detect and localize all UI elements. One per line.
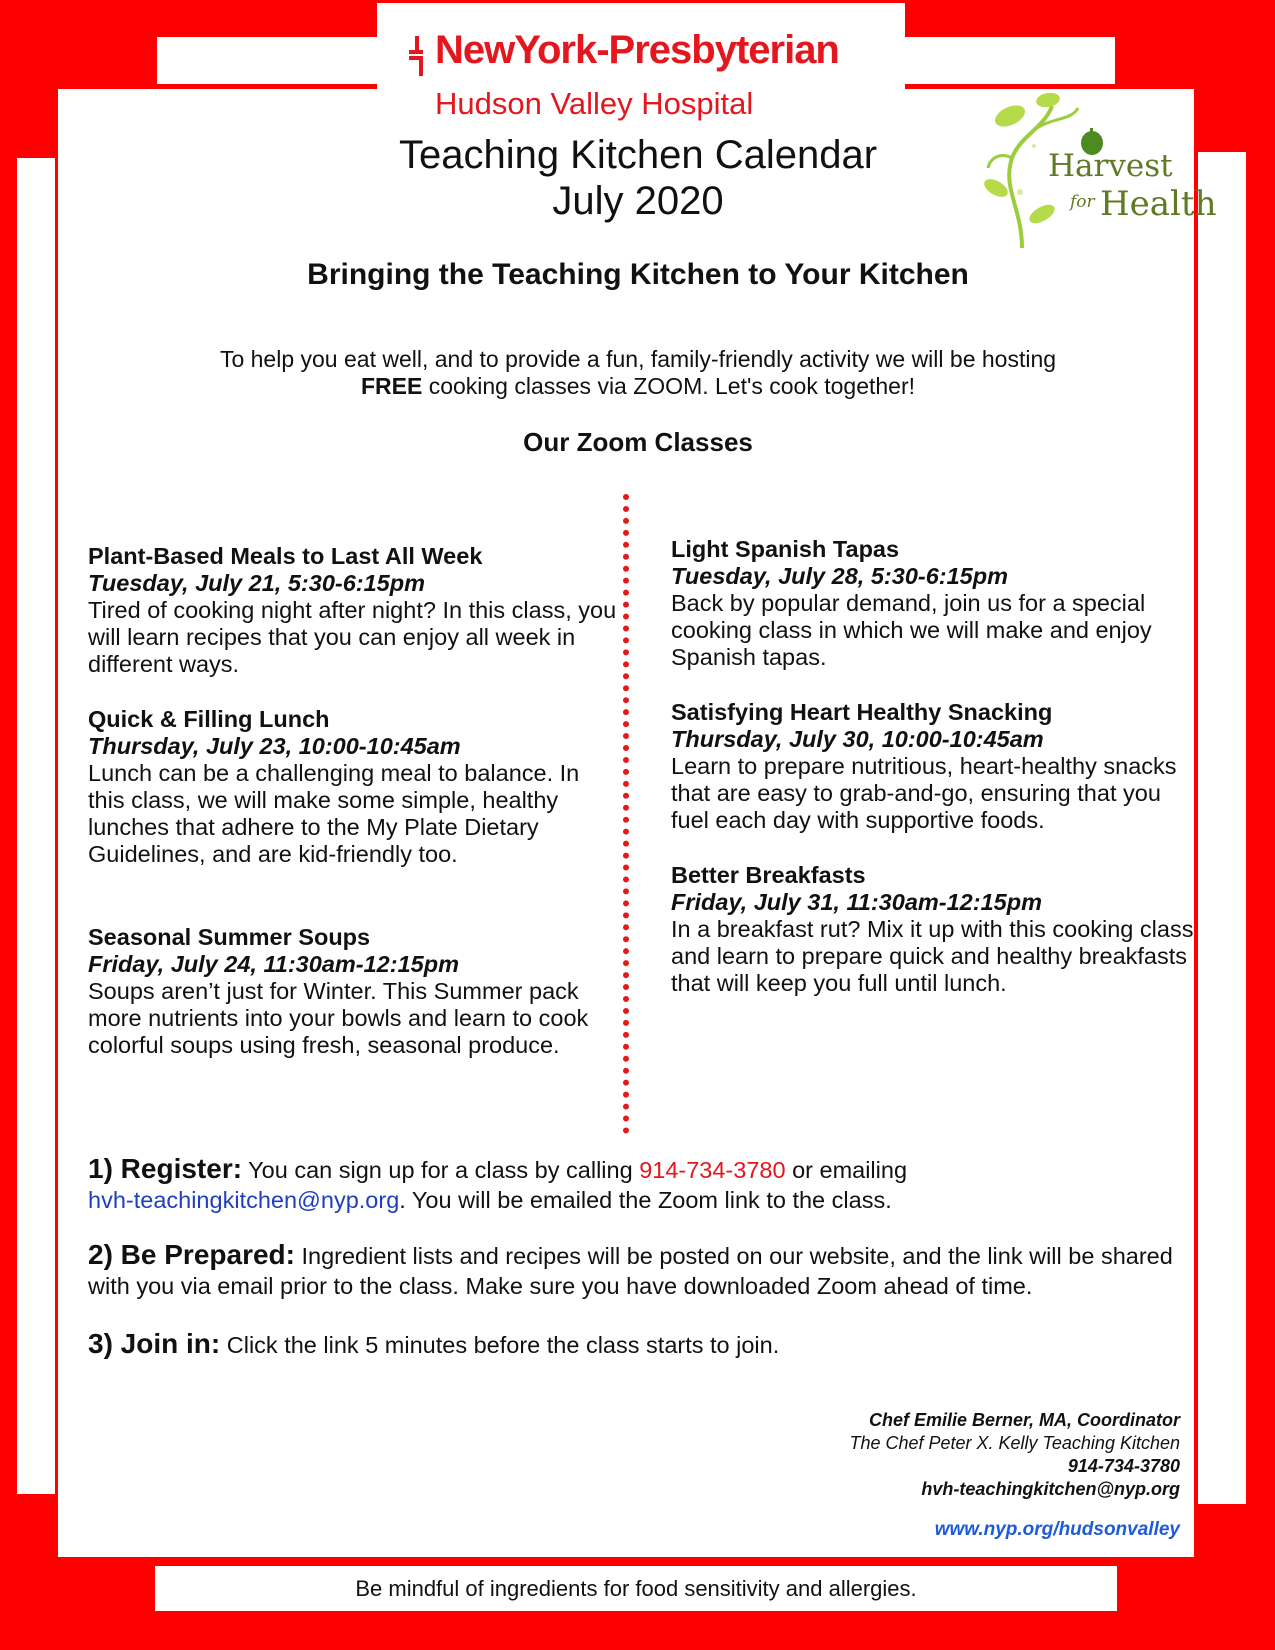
register-label: 1) Register: xyxy=(88,1153,243,1184)
intro-line-2-text: cooking classes via ZOOM. Let's cook together! xyxy=(422,373,916,399)
class-date: Tuesday, July 28, 5:30-6:15pm xyxy=(671,563,1008,589)
subtitle: Bringing the Teaching Kitchen to Your Kitchen xyxy=(307,258,969,291)
class-title: Light Spanish Tapas xyxy=(671,536,900,562)
org-name: NewYork-Presbyterian xyxy=(435,28,839,72)
contact-block xyxy=(849,1409,1180,1501)
title-line-2: July 2020 xyxy=(552,179,724,223)
class-title: Better Breakfasts xyxy=(671,862,866,888)
for-word: for xyxy=(1070,192,1095,212)
footer-note: Be mindful of ingredients for food sensitivity and allergies. xyxy=(355,1576,917,1601)
harvest-for-health-logo xyxy=(982,88,1217,256)
class-entry xyxy=(88,543,618,678)
class-entry xyxy=(88,924,618,1059)
left-white-strip xyxy=(17,158,55,1494)
contact-phone[interactable]: 914-734-3780 xyxy=(1067,1456,1180,1476)
register-email-link[interactable]: hvh-teachingkitchen@nyp.org xyxy=(88,1187,400,1213)
class-title: Plant-Based Meals to Last All Week xyxy=(88,543,483,569)
class-date: Friday, July 24, 11:30am-12:15pm xyxy=(88,951,459,977)
register-text-a: You can sign up for a class by calling xyxy=(242,1157,640,1183)
column-divider xyxy=(623,494,629,1134)
contact-name: Chef Emilie Berner, MA, Coordinator xyxy=(868,1410,1180,1430)
class-date: Thursday, July 30, 10:00-10:45am xyxy=(671,726,1044,752)
class-description: Learn to prepare nutritious, heart-healthy snacks that are easy to grab-and-go, ensuring that you fuel each day with supportive foods. xyxy=(671,753,1177,833)
nyp-mark-icon xyxy=(407,36,429,76)
page-title xyxy=(300,132,976,224)
register-phone-link[interactable]: 914-734-3780 xyxy=(639,1157,786,1183)
register-text-c: . You will be emailed the Zoom link to the class. xyxy=(399,1187,892,1213)
class-description: Lunch can be a challenging meal to balance. In this class, we will make some simple, healthy lunches that adhere to the My Plate Dietary Guidelines, and are kid-friendly too. xyxy=(88,760,580,867)
class-description: Back by popular demand, join us for a special cooking class in which we will make and enjoy Spanish tapas. xyxy=(671,590,1152,670)
website-link[interactable]: www.nyp.org/hudsonvalley xyxy=(934,1519,1180,1540)
class-title: Seasonal Summer Soups xyxy=(88,924,371,950)
zoom-classes-heading: Our Zoom Classes xyxy=(523,427,753,457)
free-label: FREE xyxy=(360,373,423,399)
class-entry xyxy=(671,862,1201,997)
join-label: 3) Join in: xyxy=(88,1328,221,1359)
class-entry xyxy=(671,699,1201,834)
right-white-strip xyxy=(1198,152,1246,1504)
class-date: Tuesday, July 21, 5:30-6:15pm xyxy=(88,570,425,596)
class-title: Quick & Filling Lunch xyxy=(88,706,330,732)
intro-line-1: To help you eat well, and to provide a fun, family-friendly activity we will be hosting xyxy=(219,346,1057,372)
intro-paragraph xyxy=(150,346,1126,400)
register-step xyxy=(88,1154,1196,1215)
class-title: Satisfying Heart Healthy Snacking xyxy=(671,699,1053,725)
class-description: Soups aren’t just for Winter. This Summer pack more nutrients into your bowls and learn to cook colorful soups using fresh, seasonal produce. xyxy=(88,978,589,1058)
join-step xyxy=(88,1329,1196,1360)
harvest-word: Harvest xyxy=(1048,148,1173,184)
contact-kitchen: The Chef Peter X. Kelly Teaching Kitchen xyxy=(849,1433,1180,1453)
register-text-b: or emailing xyxy=(785,1157,908,1183)
org-subname: Hudson Valley Hospital xyxy=(435,86,754,121)
title-line-1: Teaching Kitchen Calendar xyxy=(398,133,878,177)
prepared-label: 2) Be Prepared: xyxy=(88,1239,295,1270)
join-text: Click the link 5 minutes before the class starts to join. xyxy=(220,1332,780,1358)
health-word: Health xyxy=(1100,184,1217,224)
class-description: In a breakfast rut? Mix it up with this cooking class and learn to prepare quick and healthy breakfasts that will keep you full until lunch. xyxy=(671,916,1194,996)
nyp-logo xyxy=(407,28,887,124)
prepared-step xyxy=(88,1240,1196,1301)
class-entry xyxy=(671,536,1201,671)
class-date: Friday, July 31, 11:30am-12:15pm xyxy=(671,889,1042,915)
class-description: Tired of cooking night after night? In this class, you will learn recipes that you can enjoy all week in different ways. xyxy=(88,597,617,677)
class-date: Thursday, July 23, 10:00-10:45am xyxy=(88,733,461,759)
contact-email[interactable]: hvh-teachingkitchen@nyp.org xyxy=(921,1479,1180,1499)
class-entry xyxy=(88,706,618,868)
intro-line-2 xyxy=(150,373,1126,400)
prepared-text: Ingredient lists and recipes will be posted on our website, and the link will be shared with you via email prior to the class. Make sure you have downloaded Zoom ahead of time. xyxy=(88,1243,1173,1299)
